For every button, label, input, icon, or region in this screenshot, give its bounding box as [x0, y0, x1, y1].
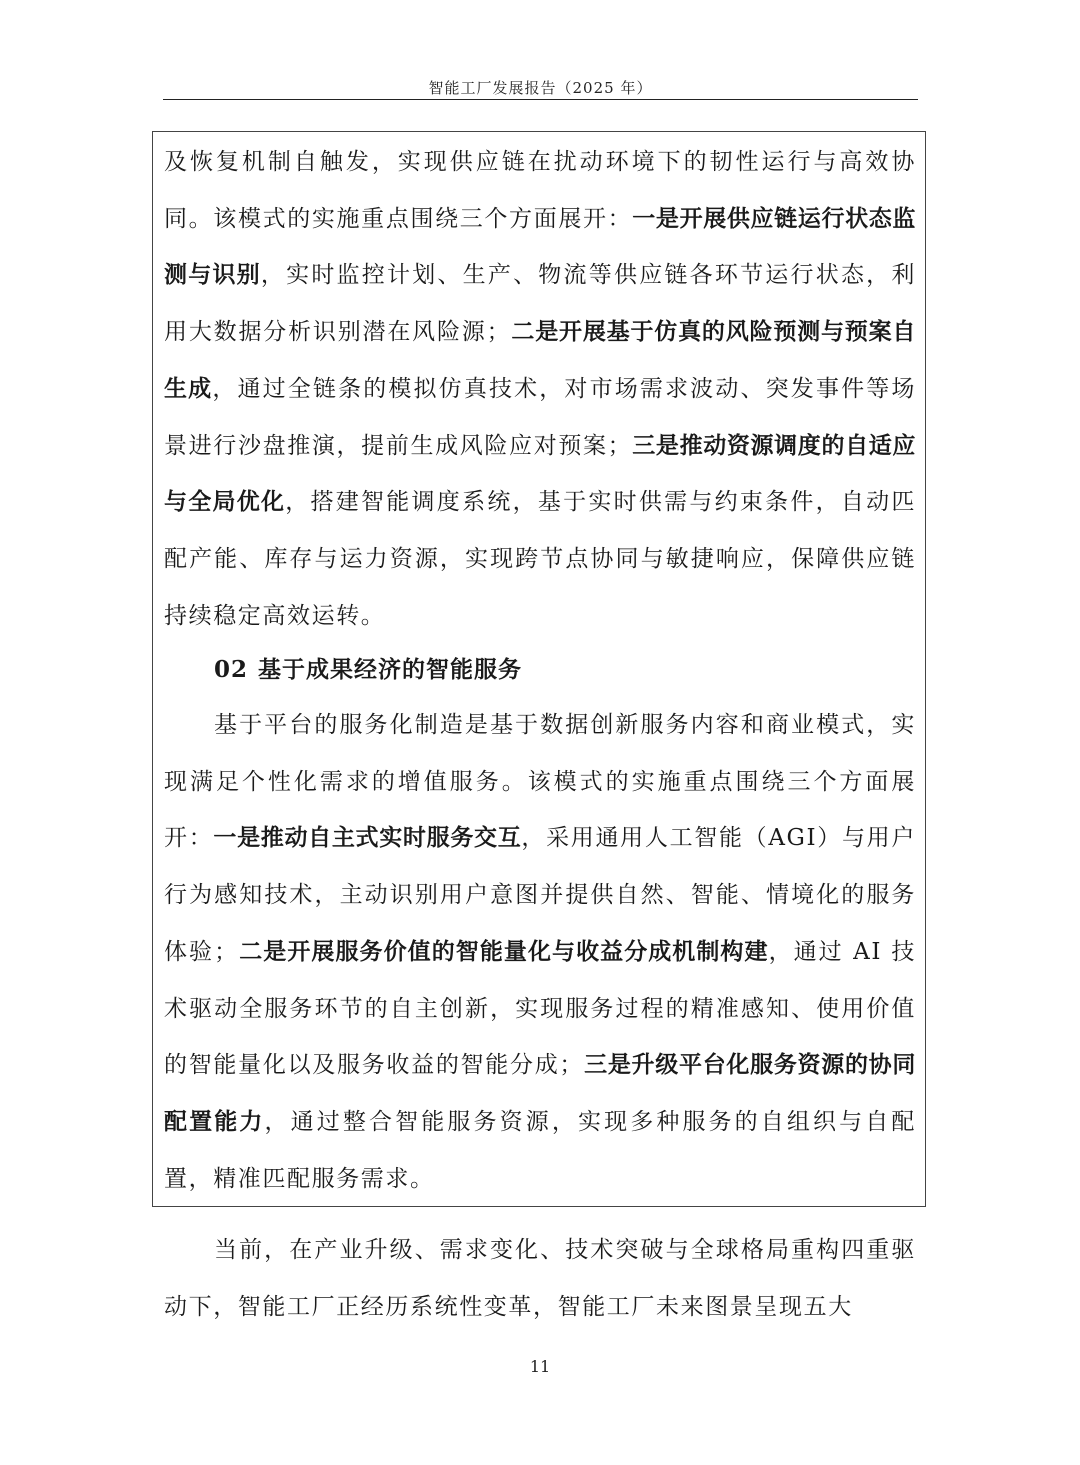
page-number: 11	[529, 1357, 551, 1376]
body-paragraph: 当前，在产业升级、需求变化、技术突破与全球格局重构四重驱动下，智能工厂正经历系统性变革，智能工厂未来图景呈现五大	[164, 1237, 916, 1320]
text-run: ，通过 AI 技术驱动全服务环节的自主创新，实现服务过程的精准感知、使用价值的智能量化以及服务收益的智能分成；	[164, 938, 916, 1079]
text-run: ，通过全链条的模拟仿真技术，对市场需求波动、突发事件等场景进行沙盘推演，提前生成风险应对预案；	[164, 375, 916, 459]
running-header: 智能工厂发展报告（2025 年）	[428, 79, 653, 97]
text-run: ，实时监控计划、生产、物流等供应链各环节运行状态，利用大数据分析识别潜在风险源；	[164, 262, 916, 346]
text-run: 基于平台的服务化制造是基于数据创新服务内容和商业模式，实现满足个性化需求的增值服务。该模式的实施重点围绕三个方面展开：	[164, 712, 916, 852]
text-run: ，搭建智能调度系统，基于实时供需与约束条件，自动匹配产能、库存与运力资源，实现跨节点协同与敏捷响应，保障供应链持续稳定高效运转。	[164, 489, 917, 629]
box-paragraph-smart-service	[164, 697, 916, 1207]
text-run: ，采用通用人工智能（AGI）与用户行为感知技术，主动识别用户意图并提供自然、智能、情境化的服务体验；	[164, 825, 916, 965]
bold-run: 二是开展基于仿真的风险预测与预案自生成	[164, 319, 916, 402]
header-rule	[163, 99, 918, 100]
bold-run: 三是推动资源调度的自适应与全局优化	[164, 432, 916, 516]
bold-run: 一是推动自主式实时服务交互	[213, 825, 522, 852]
box-paragraph-supply-chain	[164, 134, 916, 644]
subheading-number: 02	[214, 656, 249, 683]
text-run: 及恢复机制自触发，实现供应链在扰动环境下的韧性运行与高效协同。该模式的实施重点围绕三个方面展开：	[164, 149, 916, 232]
bold-run: 二是开展服务价值的智能量化与收益分成机制构建	[238, 938, 769, 965]
subheading-text: 基于成果经济的智能服务	[258, 656, 523, 683]
bold-run: 一是开展供应链运行状态监测与识别	[164, 205, 916, 289]
bold-run: 三是升级平台化服务资源的协同配置能力	[164, 1052, 916, 1135]
section-subheading	[214, 645, 522, 695]
text-run: ，通过整合智能服务资源，实现多种服务的自组织与自配置，精准匹配服务需求。	[164, 1108, 917, 1192]
